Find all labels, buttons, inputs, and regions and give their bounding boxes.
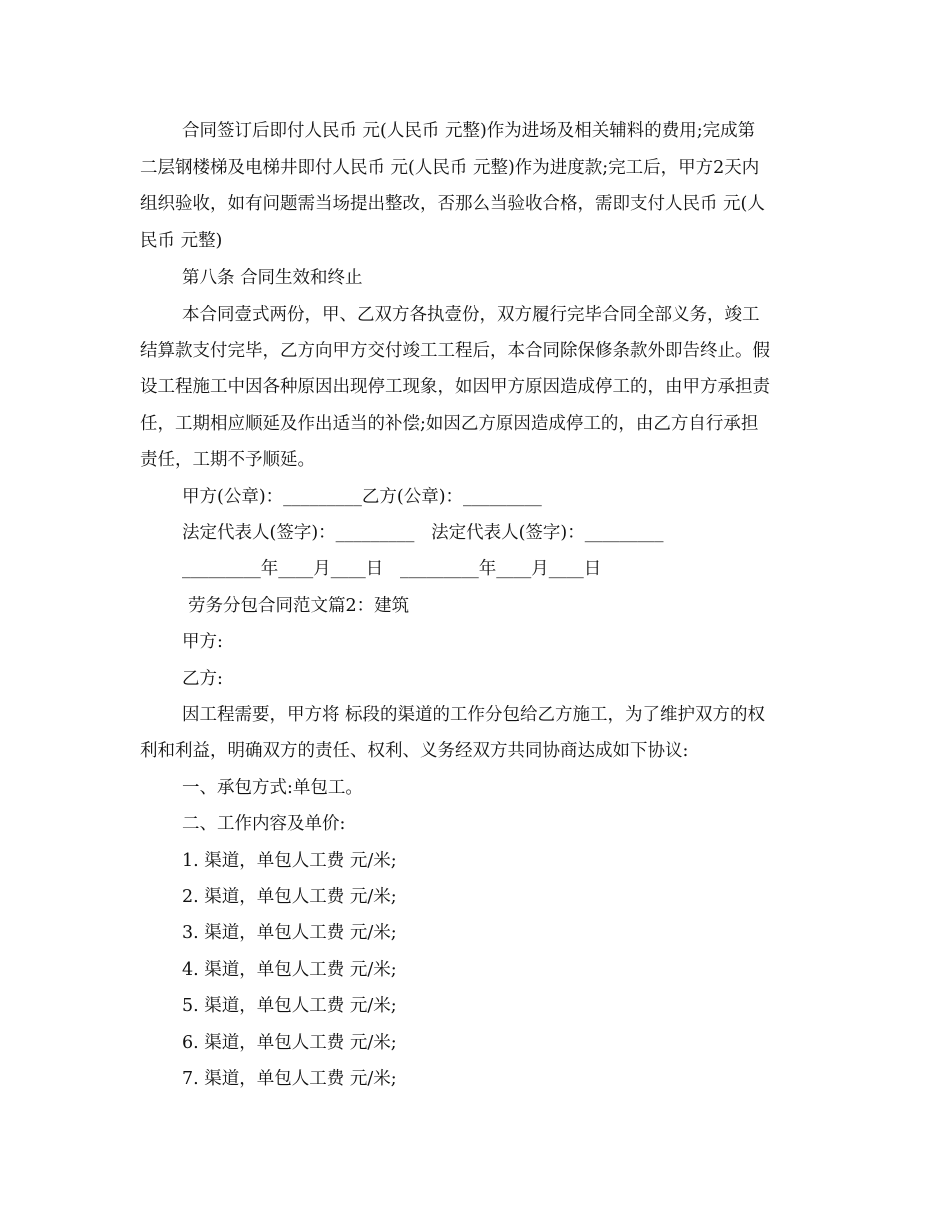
list-item: 7. 渠道，单包人工费 元/米; <box>182 1069 397 1089</box>
termination-paragraph-line: 结算款支付完毕，乙方向甲方交付竣工工程后，本合同除保修条款外即告终止。假 <box>140 341 770 361</box>
termination-paragraph-line: 任，工期相应顺延及作出适当的补偿;如因乙方原因造成停工的，由乙方自行承担 <box>140 414 759 434</box>
article8-title: 第八条 合同生效和终止 <box>182 268 363 288</box>
list-item: 4. 渠道，单包人工费 元/米; <box>182 960 397 980</box>
termination-paragraph-line: 本合同壹式两份，甲、乙双方各执壹份，双方履行完毕合同全部义务，竣工 <box>182 305 760 325</box>
list-item: 2. 渠道，单包人工费 元/米; <box>182 887 397 907</box>
signature-dates: _________年____月____日 _________年____月____日 <box>182 559 602 579</box>
party-b-label: 乙方: <box>182 669 223 689</box>
party-a-label: 甲方: <box>182 632 223 652</box>
work-content-item: 二、工作内容及单价: <box>182 814 346 834</box>
contract-method-item: 一、承包方式:单包工。 <box>182 778 363 798</box>
list-item: 5. 渠道，单包人工费 元/米; <box>182 996 397 1016</box>
signature-representatives: 法定代表人(签字)：_________ 法定代表人(签字)：_________ <box>182 523 664 543</box>
termination-paragraph-line: 设工程施工中因各种原因出现停工现象，如因甲方原因造成停工的，由甲方承担责 <box>140 377 770 397</box>
list-item: 3. 渠道，单包人工费 元/米; <box>182 923 397 943</box>
agreement-paragraph-line: 因工程需要，甲方将 标段的渠道的工作分包给乙方施工，为了维护双方的权 <box>182 705 766 725</box>
contract2-heading: 劳务分包合同范文篇2：建筑 <box>188 596 410 616</box>
payment-paragraph-line: 二层钢楼梯及电梯井即付人民币 元(人民币 元整)作为进度款;完工后，甲方2天内 <box>140 158 760 178</box>
agreement-paragraph-line: 利和利益，明确双方的责任、权利、义务经双方共同协商达成如下协议: <box>140 741 689 761</box>
signature-parties: 甲方(公章)：_________乙方(公章)：_________ <box>182 487 542 507</box>
list-item: 6. 渠道，单包人工费 元/米; <box>182 1033 397 1053</box>
list-item: 1. 渠道，单包人工费 元/米; <box>182 851 397 871</box>
payment-paragraph-line: 民币 元整) <box>140 231 223 251</box>
termination-paragraph-line: 责任，工期不予顺延。 <box>140 450 315 470</box>
payment-paragraph-line: 合同签订后即付人民币 元(人民币 元整)作为进场及相关辅料的费用;完成第 <box>182 121 756 141</box>
payment-paragraph-line: 组织验收，如有问题需当场提出整改，否那么当验收合格，需即支付人民币 元(人 <box>140 194 765 214</box>
